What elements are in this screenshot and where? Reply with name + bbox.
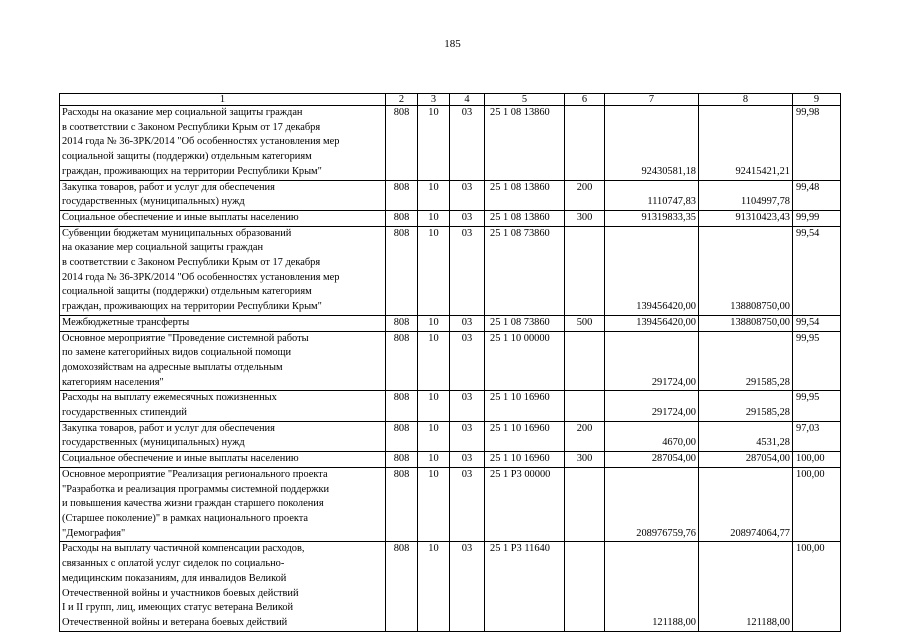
actual-amount: 208974064,77 (699, 467, 793, 542)
execution-percent: 100,00 (793, 467, 841, 542)
expense-type-code: 200 (565, 421, 605, 451)
column-header: 7 (605, 94, 699, 106)
subsection-code: 03 (450, 391, 485, 421)
expense-name: Расходы на оказание мер социальной защиты граждан в соответствии с Законом Республики Крым от 17 декабря 2014 года № 36-ЗРК/2014 "Об особенностях установления мер социальной защиты (поддержки) отдельным категориям граждан, проживающих на территории Республики Крым" (60, 106, 386, 181)
grbs-code: 808 (386, 226, 418, 315)
target-article-code: 25 1 08 13860 (485, 106, 565, 181)
table-row (60, 421, 841, 451)
expense-name: Основное мероприятие "Проведение системной работы по замене категорийных видов социальной помощи домохозяйствам на адресные выплаты отдельным категориям населения" (60, 331, 386, 391)
section-code: 10 (418, 542, 450, 631)
table-row (60, 106, 841, 181)
section-code: 10 (418, 331, 450, 391)
actual-amount: 91310423,43 (699, 210, 793, 226)
planned-amount: 92430581,18 (605, 106, 699, 181)
subsection-code: 03 (450, 210, 485, 226)
execution-percent: 99,95 (793, 331, 841, 391)
column-header: 9 (793, 94, 841, 106)
subsection-code: 03 (450, 106, 485, 181)
expense-name: Расходы на выплату ежемесячных пожизненных государственных стипендий (60, 391, 386, 421)
section-code: 10 (418, 226, 450, 315)
target-article-code: 25 1 10 16960 (485, 452, 565, 468)
actual-amount: 291585,28 (699, 331, 793, 391)
planned-amount: 287054,00 (605, 452, 699, 468)
section-code: 10 (418, 106, 450, 181)
column-header: 3 (418, 94, 450, 106)
actual-amount: 92415421,21 (699, 106, 793, 181)
target-article-code: 25 1 10 16960 (485, 391, 565, 421)
execution-percent: 100,00 (793, 452, 841, 468)
planned-amount: 1110747,83 (605, 180, 699, 210)
grbs-code: 808 (386, 391, 418, 421)
table-row (60, 452, 841, 468)
execution-percent: 99,99 (793, 210, 841, 226)
execution-percent: 99,54 (793, 226, 841, 315)
subsection-code: 03 (450, 331, 485, 391)
execution-percent: 100,00 (793, 542, 841, 631)
column-header: 6 (565, 94, 605, 106)
column-header: 2 (386, 94, 418, 106)
subsection-code: 03 (450, 542, 485, 631)
subsection-code: 03 (450, 315, 485, 331)
section-code: 10 (418, 452, 450, 468)
target-article-code: 25 1 Р3 11640 (485, 542, 565, 631)
expense-type-code: 300 (565, 210, 605, 226)
execution-percent: 99,95 (793, 391, 841, 421)
subsection-code: 03 (450, 452, 485, 468)
expense-type-code: 300 (565, 452, 605, 468)
planned-amount: 121188,00 (605, 542, 699, 631)
actual-amount: 1104997,78 (699, 180, 793, 210)
expense-type-code: 200 (565, 180, 605, 210)
target-article-code: 25 1 Р3 00000 (485, 467, 565, 542)
target-article-code: 25 1 08 13860 (485, 180, 565, 210)
grbs-code: 808 (386, 331, 418, 391)
planned-amount: 291724,00 (605, 331, 699, 391)
grbs-code: 808 (386, 180, 418, 210)
planned-amount: 139456420,00 (605, 315, 699, 331)
column-header: 4 (450, 94, 485, 106)
table-row (60, 180, 841, 210)
column-header: 1 (60, 94, 386, 106)
execution-percent: 99,48 (793, 180, 841, 210)
subsection-code: 03 (450, 180, 485, 210)
actual-amount: 287054,00 (699, 452, 793, 468)
column-header: 8 (699, 94, 793, 106)
table-row (60, 226, 841, 315)
table-row (60, 542, 841, 631)
actual-amount: 138808750,00 (699, 226, 793, 315)
target-article-code: 25 1 10 00000 (485, 331, 565, 391)
subsection-code: 03 (450, 421, 485, 451)
expense-name: Субвенции бюджетам муниципальных образований на оказание мер социальной защиты граждан в соответствии с Законом Республики Крым от 17 декабря 2014 года № 36-ЗРК/2014 "Об особенностях установления мер социальной защиты (поддержки) отдельным категориям граждан, проживающих на территории Республики Крым" (60, 226, 386, 315)
expense-type-code: 500 (565, 315, 605, 331)
expense-name: Социальное обеспечение и иные выплаты населению (60, 210, 386, 226)
section-code: 10 (418, 210, 450, 226)
target-article-code: 25 1 08 73860 (485, 226, 565, 315)
table-row (60, 331, 841, 391)
expense-name: Основное мероприятие "Реализация регионального проекта "Разработка и реализация программы системной поддержки и повышения качества жизни граждан старшего поколения (Старшее поколение)" в рамках национального проекта "Демография" (60, 467, 386, 542)
execution-percent: 97,03 (793, 421, 841, 451)
expense-type-code (565, 106, 605, 181)
planned-amount: 4670,00 (605, 421, 699, 451)
expense-name: Закупка товаров, работ и услуг для обеспечения государственных (муниципальных) нужд (60, 421, 386, 451)
grbs-code: 808 (386, 315, 418, 331)
table-row (60, 315, 841, 331)
subsection-code: 03 (450, 226, 485, 315)
planned-amount: 208976759,76 (605, 467, 699, 542)
page-number: 185 (444, 38, 461, 50)
expense-type-code (565, 542, 605, 631)
expense-name: Межбюджетные трансферты (60, 315, 386, 331)
execution-percent: 99,54 (793, 315, 841, 331)
table-row (60, 467, 841, 542)
grbs-code: 808 (386, 210, 418, 226)
table-row (60, 391, 841, 421)
actual-amount: 4531,28 (699, 421, 793, 451)
column-number-row (60, 94, 841, 106)
expense-name: Закупка товаров, работ и услуг для обеспечения государственных (муниципальных) нужд (60, 180, 386, 210)
expense-name: Социальное обеспечение и иные выплаты населению (60, 452, 386, 468)
expense-type-code (565, 226, 605, 315)
grbs-code: 808 (386, 452, 418, 468)
actual-amount: 121188,00 (699, 542, 793, 631)
expense-type-code (565, 467, 605, 542)
subsection-code: 03 (450, 467, 485, 542)
target-article-code: 25 1 08 13860 (485, 210, 565, 226)
expense-name: Расходы на выплату частичной компенсации расходов, связанных с оплатой услуг сиделок по социально- медицинским показаниям, для инвалидов Великой Отечественной войны и участников боевых действий I и II групп, лиц, имеющих статус ветерана Великой Отечественной войны и ветерана боевых действий (60, 542, 386, 631)
grbs-code: 808 (386, 421, 418, 451)
planned-amount: 291724,00 (605, 391, 699, 421)
target-article-code: 25 1 08 73860 (485, 315, 565, 331)
grbs-code: 808 (386, 467, 418, 542)
table-row (60, 210, 841, 226)
expense-type-code (565, 391, 605, 421)
actual-amount: 138808750,00 (699, 315, 793, 331)
column-header: 5 (485, 94, 565, 106)
section-code: 10 (418, 421, 450, 451)
planned-amount: 139456420,00 (605, 226, 699, 315)
expense-type-code (565, 331, 605, 391)
actual-amount: 291585,28 (699, 391, 793, 421)
budget-table (59, 93, 841, 632)
section-code: 10 (418, 467, 450, 542)
execution-percent: 99,98 (793, 106, 841, 181)
planned-amount: 91319833,35 (605, 210, 699, 226)
section-code: 10 (418, 315, 450, 331)
target-article-code: 25 1 10 16960 (485, 421, 565, 451)
section-code: 10 (418, 391, 450, 421)
grbs-code: 808 (386, 106, 418, 181)
section-code: 10 (418, 180, 450, 210)
grbs-code: 808 (386, 542, 418, 631)
